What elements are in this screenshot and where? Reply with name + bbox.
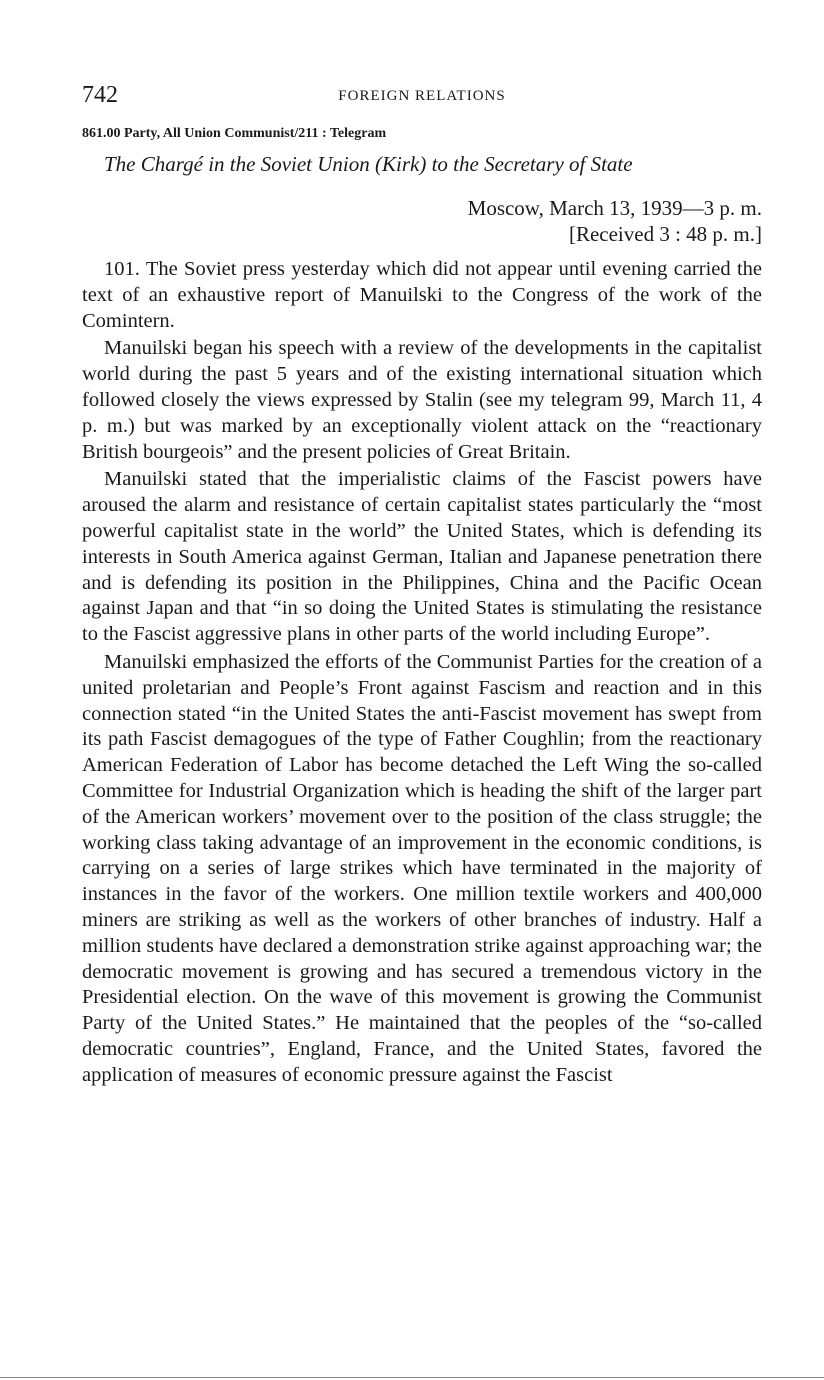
page-bottom-rule: [0, 1377, 824, 1378]
dateline: Moscow, March 13, 1939—3 p. m.: [467, 196, 762, 220]
paragraph-4: Manuilski emphasized the efforts of the Communist Parties for the creation of a united proletarian and People’s Front against Fascism and reaction and in this connection stated “in the United States the anti-Fascist movement has swept from its path Fascist demagogues of the type of Father Coughlin; from the reactionary American Federation of Labor has become detached the Left Wing the so-called Committee for Industrial Organization which is heading the shift of the larger part of the American workers’ movement over to the position of the class struggle; the working class taking advantage of an improvement in the economic conditions, is carrying on a series of large strikes which have terminated in the majority of instances in the favor of the workers. One million textile workers and 400,000 miners are striking as well as the workers of other branches of industry. Half a million students have declared a demonstration strike against approaching war; the democratic movement is growing and has secured a tremendous victory in the Presidential election. On the wave of this movement is growing the Communist Party of the United States.” He maintained that the peoples of the “so-called democratic countries”, England, France, and the United States, favored the application of measures of economic pressure against the Fascist: [82, 650, 762, 1086]
paragraph-2: Manuilski began his speech with a review of the developments in the capitalist world during the past 5 years and of the existing international situation which followed closely the views expressed by Stalin (see my telegram 99, March 11, 4 p. m.) but was marked by an exceptionally violent attack on the “reactionary British bourgeois” and the present policies of Great Britain.: [82, 337, 762, 463]
running-head: [82, 78, 762, 112]
telegram-body: [82, 257, 762, 1089]
received-stamp: [Received 3 : 48 p. m.]: [568, 222, 762, 246]
page-number: 742: [82, 82, 118, 108]
document-title: The Chargé in the Soviet Union (Kirk) to the Secretary of State: [104, 152, 633, 176]
paragraph-3: Manuilski stated that the imperialistic claims of the Fascist powers have aroused the alarm and resistance of certain capitalist states particularly the “most powerful capitalist state in the world” the United States, which is defending its interests in South America against German, Italian and Japanese penetration there and is defending its position in the Philippines, China and the Pacific Ocean against Japan and that “in so doing the United States is stimulating the resistance to the Fascist aggressive plans in other parts of the world including Europe”.: [82, 468, 762, 646]
document-page: [82, 78, 762, 1091]
file-reference: 861.00 Party, All Union Communist/211 : Telegram: [82, 126, 387, 141]
dateline-block: [82, 195, 762, 247]
paragraph-1: 101. The Soviet press yesterday which did not appear until evening carried the text of an exhaustive report of Manuilski to the Congress of the work of the Comintern.: [82, 258, 762, 332]
running-title: FOREIGN RELATIONS: [338, 88, 506, 104]
